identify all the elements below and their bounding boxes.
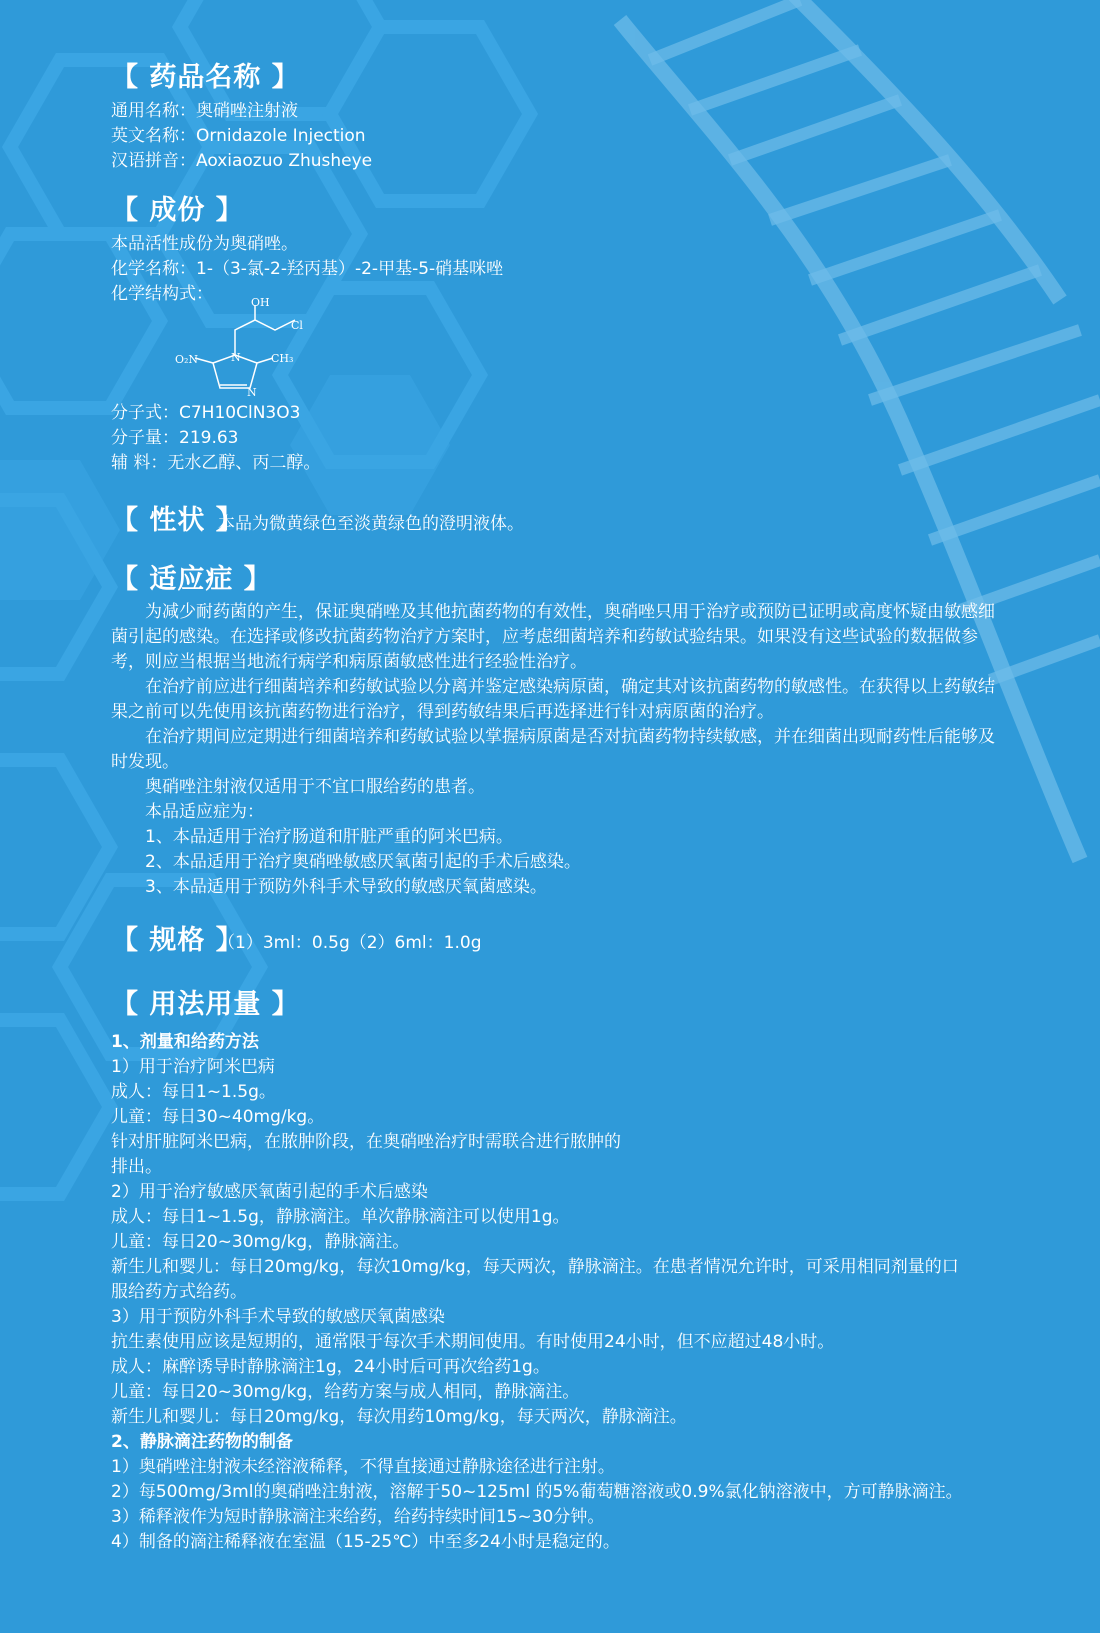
indications-paragraph-4: 奥硝唑注射液仅适用于不宜口服给药的患者。 <box>145 777 485 797</box>
dna-rungs <box>650 0 1100 680</box>
preparation-line: 3）稀释液作为短时静脉滴注来给药，给药持续时间15~30分钟。 <box>111 1507 605 1527</box>
dosage-line: 新生儿和婴儿：每日20mg/kg，每次用药10mg/kg，每天两次，静脉滴注。 <box>111 1407 687 1427</box>
indications-paragraph-3: 在治疗期间应定期进行细菌培养和药敏试验以掌握病原菌是否对抗菌药物持续敏感，并在细菌出现耐药性后能够及时发现。 <box>111 727 995 772</box>
dosage-line: 成人：麻醉诱导时静脉滴注1g，24小时后可再次给药1g。 <box>111 1357 550 1377</box>
dosage-line: 抗生素使用应该是短期的，通常限于每次手术期间使用。有时使用24小时，但不应超过48小时。 <box>111 1332 835 1352</box>
no2-label: O₂N <box>175 353 199 366</box>
dosage-line: 成人：每日1~1.5g。 <box>111 1082 276 1102</box>
n2-label: N <box>247 386 257 399</box>
heading-dosage: 【 用法用量 】 <box>111 989 300 1020</box>
indications-paragraph-5: 本品适应症为： <box>145 802 264 822</box>
dosage-line: 针对肝脏阿米巴病，在脓肿阶段，在奥硝唑治疗时需联合进行脓肿的 <box>111 1132 621 1152</box>
molecular-formula: 分子式：C7H10ClN3O3 <box>111 403 301 423</box>
preparation-line: 4）制备的滴注稀释液在室温（15-25℃）中至多24小时是稳定的。 <box>111 1532 620 1552</box>
dosage-line: 成人：每日1~1.5g，静脉滴注。单次静脉滴注可以使用1g。 <box>111 1207 570 1227</box>
active-ingredient: 本品活性成份为奥硝唑。 <box>111 234 298 254</box>
heading-drug-name: 【 药品名称 】 <box>111 62 300 93</box>
dosage-postop-title: 2）用于治疗敏感厌氧菌引起的手术后感染 <box>111 1182 428 1202</box>
dosage-subheading-1: 1、剂量和给药方法 <box>111 1032 259 1052</box>
generic-name: 通用名称：奥硝唑注射液 <box>111 101 298 121</box>
indication-item-3: 3、本品适用于预防外科手术导致的敏感厌氧菌感染。 <box>145 877 547 897</box>
heading-specs: 【 规格 】 <box>111 925 244 956</box>
preparation-line: 1）奥硝唑注射液未经溶液稀释，不得直接通过静脉途径进行注射。 <box>111 1457 615 1477</box>
indication-item-1: 1、本品适用于治疗肠道和肝脏严重的阿米巴病。 <box>145 827 513 847</box>
dosage-prevention-title: 3）用于预防外科手术导致的敏感厌氧菌感染 <box>111 1307 445 1327</box>
heading-indications: 【 适应症 】 <box>111 564 272 595</box>
properties-text: 本品为微黄绿色至淡黄绿色的澄明液体。 <box>218 514 524 534</box>
ch3-label: CH₃ <box>271 352 294 365</box>
indication-item-2: 2、本品适用于治疗奥硝唑敏感厌氧菌引起的手术后感染。 <box>145 852 581 872</box>
molecular-weight: 分子量：219.63 <box>111 428 239 448</box>
preparation-line: 2）每500mg/3ml的奥硝唑注射液，溶解于50~125ml 的5%葡萄糖溶液或0.9%氯化钠溶液中，方可静脉滴注。 <box>111 1482 963 1502</box>
chemical-structure <box>175 295 305 405</box>
dosage-subheading-2: 2、静脉滴注药物的制备 <box>111 1432 293 1452</box>
structure-label: 化学结构式： <box>111 284 213 304</box>
indications-paragraph-1: 为减少耐药菌的产生，保证奥硝唑及其他抗菌药物的有效性，奥硝唑只用于治疗或预防已证明或高度怀疑由敏感细菌引起的感染。在选择或修改抗菌药物治疗方案时，应考虑细菌培养和药敏试验结果。如果没有这些试验的数据做参考，则应当根据当地流行病学和病原菌敏感性进行经验性治疗。 <box>111 602 995 672</box>
n1-label: N <box>231 351 241 364</box>
cl-label: Cl <box>291 319 303 332</box>
dosage-line: 排出。 <box>111 1157 162 1177</box>
heading-composition: 【 成份 】 <box>111 195 244 226</box>
chemical-name: 化学名称：1-（3-氯-2-羟丙基）-2-甲基-5-硝基咪唑 <box>111 259 504 279</box>
dosage-line: 新生儿和婴儿：每日20mg/kg，每次10mg/kg，每天两次，静脉滴注。在患者情况允许时，可采用相同剂量的口 <box>111 1257 959 1277</box>
specs-text: （1）3ml：0.5g（2）6ml：1.0g <box>218 933 482 953</box>
english-name: 英文名称：Ornidazole Injection <box>111 126 366 146</box>
dosage-line: 儿童：每日30~40mg/kg。 <box>111 1107 325 1127</box>
dosage-amoebiasis-title: 1）用于治疗阿米巴病 <box>111 1057 275 1077</box>
dosage-line: 服给药方式给药。 <box>111 1282 247 1302</box>
dosage-line: 儿童：每日20~30mg/kg，静脉滴注。 <box>111 1232 410 1252</box>
pinyin-name: 汉语拼音：Aoxiaozuo Zhusheye <box>111 151 373 171</box>
dosage-line: 儿童：每日20~30mg/kg，给药方案与成人相同，静脉滴注。 <box>111 1382 580 1402</box>
heading-properties: 【 性状 】 <box>111 505 244 536</box>
indications-paragraph-2: 在治疗前应进行细菌培养和药敏试验以分离并鉴定感染病原菌，确定其对该抗菌药物的敏感性。在获得以上药敏结果之前可以先使用该抗菌药物进行治疗，得到药敏结果后再选择进行针对病原菌的治疗。 <box>111 677 995 722</box>
excipients: 辅 料：无水乙醇、丙二醇。 <box>111 453 321 473</box>
oh-label: OH <box>251 296 270 309</box>
